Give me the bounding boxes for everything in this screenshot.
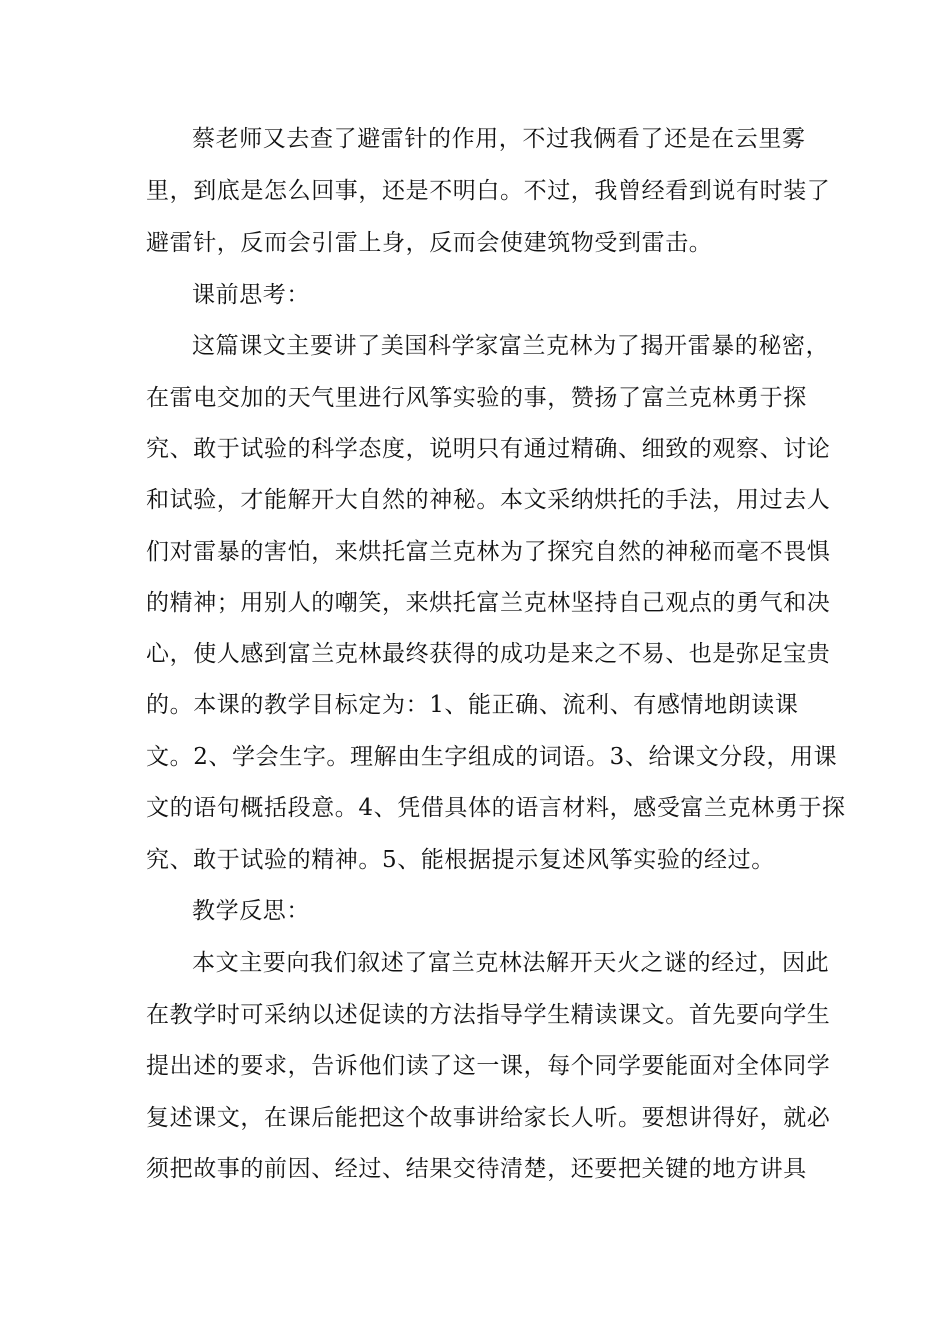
paragraph-line: 究、敢于试验的科学态度，说明只有通过精确、细致的观察、讨论 — [146, 436, 831, 462]
paragraph-line: 须把故事的前因、经过、结果交待清楚，还要把关键的地方讲具 — [146, 1156, 807, 1182]
paragraph-line: 文。2、学会生字。理解由生字组成的词语。3、给课文分段，用课 — [146, 744, 838, 770]
paragraph-line: 在雷电交加的天气里进行风筝实验的事，赞扬了富兰克林勇于探 — [146, 385, 807, 411]
paragraph-line: 复述课文，在课后能把这个故事讲给家长人听。要想讲得好，就必 — [146, 1105, 831, 1131]
paragraph-line: 和试验，才能解开大自然的神秘。本文采纳烘托的手法，用过去人 — [146, 487, 831, 513]
paragraph-line: 本文主要向我们叙述了富兰克林法解开天火之谜的经过，因此 — [192, 950, 830, 976]
paragraph-line: 提出述的要求，告诉他们读了这一课，每个同学要能面对全体同学 — [146, 1053, 831, 1079]
paragraph-line: 心，使人感到富兰克林最终获得的成功是来之不易、也是弥足宝贵 — [146, 641, 831, 667]
section-heading: 教学反思： — [192, 898, 310, 924]
paragraph-line: 们对雷暴的害怕，来烘托富兰克林为了探究自然的神秘而毫不畏惧 — [146, 539, 831, 565]
paragraph-line: 究、敢于试验的精神。5、能根据提示复述风筝实验的经过。 — [146, 847, 775, 873]
section-heading: 课前思考： — [192, 282, 310, 308]
paragraph-line: 的。本课的教学目标定为：1、能正确、流利、有感情地朗读课 — [146, 692, 799, 718]
paragraph-line: 这篇课文主要讲了美国科学家富兰克林为了揭开雷暴的秘密， — [192, 333, 830, 359]
paragraph-line: 蔡老师又去查了避雷针的作用，不过我俩看了还是在云里雾 — [192, 126, 806, 152]
paragraph-line: 文的语句概括段意。4、凭借具体的语言材料，感受富兰克林勇于探 — [146, 795, 846, 821]
paragraph-line: 在教学时可采纳以述促读的方法指导学生精读课文。首先要向学生 — [146, 1002, 831, 1028]
paragraph-line: 的精神；用别人的嘲笑，来烘托富兰克林坚持自己观点的勇气和决 — [146, 590, 831, 616]
paragraph-line: 避雷针，反而会引雷上身，反而会使建筑物受到雷击。 — [146, 230, 713, 256]
paragraph-line: 里，到底是怎么回事，还是不明白。不过，我曾经看到说有时装了 — [146, 178, 831, 204]
